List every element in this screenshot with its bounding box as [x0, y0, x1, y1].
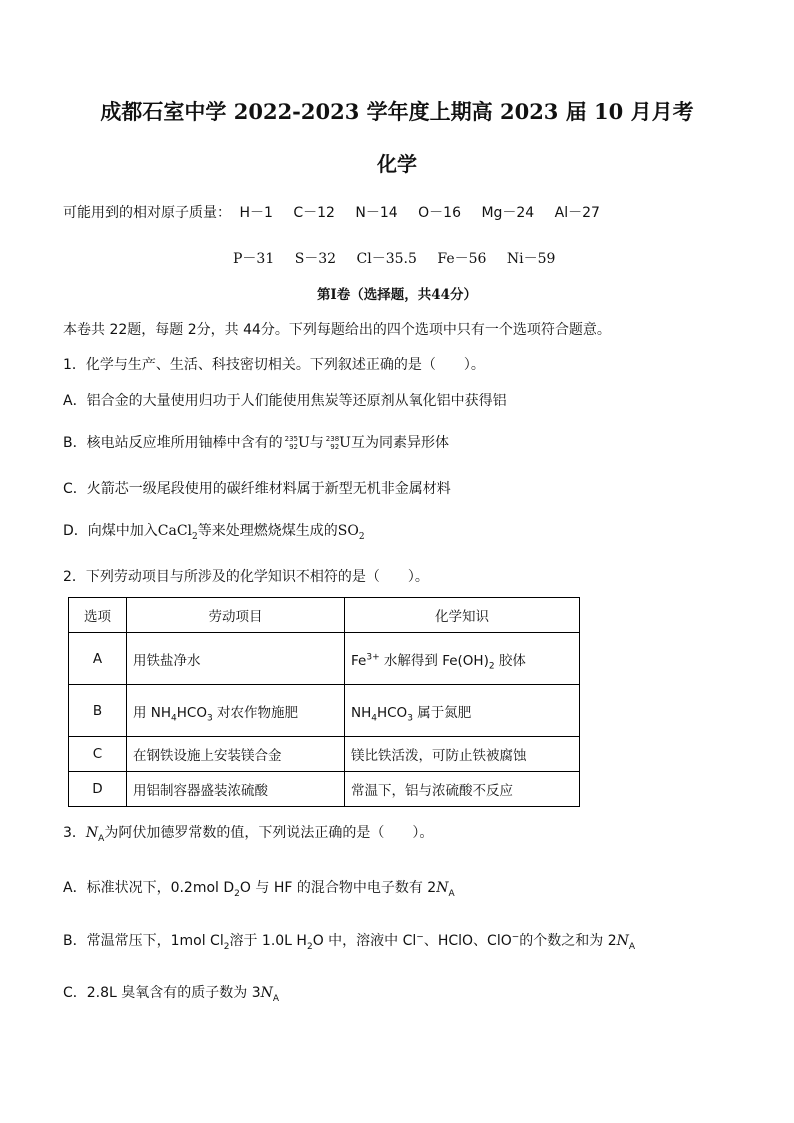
atomic-number: 92	[330, 443, 340, 451]
exam-title: 成都石室中学 2022-2023 学年度上期高 2023 届 10 月月考	[100, 99, 694, 124]
text: B．常温常压下，1mol Cl	[63, 933, 224, 949]
subscript: A	[628, 941, 636, 952]
header-option: 选项	[69, 598, 127, 633]
text: C．2.8L 臭氧含有的质子数为 3	[63, 985, 261, 1001]
formula: CaCl	[157, 523, 193, 539]
text: 用 NH	[133, 704, 172, 721]
q2-stem: 2．下列劳动项目与所涉及的化学知识不相符的是（ ）。	[63, 569, 429, 585]
row-option: C	[69, 737, 127, 772]
table-row	[69, 633, 580, 685]
mass-item: P－31	[233, 251, 275, 267]
subscript: A	[98, 833, 105, 844]
text: 属于氮肥	[412, 704, 472, 721]
text: 、HClO、ClO	[423, 933, 512, 949]
q3-stem-text: 为阿伏加德罗常数的值，下列说法正确的是（ ）。	[104, 825, 434, 841]
table-row	[69, 772, 580, 807]
atomic-number: 92	[289, 443, 298, 451]
text: 胶体	[494, 652, 526, 669]
mass-item: Cl－35.5	[356, 251, 417, 267]
q3-option-b	[63, 930, 635, 950]
mass-item: C－12	[293, 205, 335, 221]
subscript: 4	[171, 713, 177, 724]
mass-item: N－14	[355, 205, 398, 221]
avogadro-symbol: N	[260, 985, 273, 1001]
q1-option-b-text: 互为同素异形体	[350, 435, 449, 451]
header-chem-knowledge: 化学知识	[345, 598, 580, 633]
row-option: A	[69, 633, 127, 685]
q1-option-a: A．铝合金的大量使用归功于人们能使用焦炭等还原剂从氧化铝中获得铝	[63, 393, 507, 409]
q1-stem: 1．化学与生产、生活、科技密切相关。下列叙述正确的是（ ）。	[63, 357, 485, 373]
mass-item: Ni－59	[506, 251, 556, 267]
subscript: A	[448, 888, 455, 899]
text: 的个数之和为 2	[519, 933, 617, 949]
q3-stem	[63, 822, 433, 842]
row-knowledge: 常温下，铝与浓硫酸不反应	[345, 772, 580, 807]
mass-item: Mg－24	[481, 205, 535, 221]
text: O 与 HF 的混合物中电子数有 2	[239, 880, 437, 896]
element-symbol: U	[339, 435, 351, 451]
table-header-row	[69, 598, 580, 633]
section-instructions: 本卷共 22题，每题 2分，共 44分。下列每题给出的四个选项中只有一个选项符合题意。	[63, 322, 611, 338]
formula: 水解得到 Fe(OH)	[379, 652, 489, 669]
row-option: B	[69, 685, 127, 737]
mass-number: 238	[325, 435, 340, 443]
row-item	[127, 685, 345, 737]
text: A．标准状况下，0.2mol D	[63, 880, 235, 896]
text: O 中，溶液中 Cl	[312, 933, 417, 949]
mass-item: Al－27	[554, 205, 600, 221]
atomic-masses-label: 可能用到的相对原子质量：	[63, 205, 231, 221]
subscript: A	[272, 993, 280, 1004]
atomic-masses-line-1	[63, 202, 600, 222]
q3-option-a	[63, 877, 455, 897]
mass-item: O－16	[418, 205, 461, 221]
mass-number: 235	[284, 435, 298, 443]
table-row	[69, 685, 580, 737]
text: 对农作物施肥	[212, 704, 299, 721]
exam-subject: 化学	[377, 152, 417, 176]
superscript: 3+	[366, 652, 380, 662]
subscript: 2	[223, 941, 230, 952]
row-option: D	[69, 772, 127, 807]
mass-item: H－1	[239, 205, 273, 221]
formula: NH	[351, 704, 372, 721]
subscript: 2	[234, 888, 240, 899]
subscript: 2	[358, 531, 365, 542]
row-knowledge: 镁比铁活泼，可防止铁被腐蚀	[345, 737, 580, 772]
element-symbol: U	[297, 435, 310, 451]
header-labor-item: 劳动项目	[127, 598, 345, 633]
row-knowledge	[345, 685, 580, 737]
q1-option-c: C．火箭芯一级尾段使用的碳纤维材料属于新型无机非金属材料	[63, 481, 451, 497]
formula: Fe	[351, 652, 367, 669]
table-row	[69, 737, 580, 772]
row-item: 用铁盐净水	[127, 633, 345, 685]
superscript: −	[416, 932, 424, 943]
section-title: 第Ⅰ卷（选择题，共44分）	[316, 287, 478, 303]
formula: HCO	[376, 704, 408, 721]
avogadro-symbol: N	[436, 880, 449, 896]
row-item: 用铝制容器盛装浓硫酸	[127, 772, 345, 807]
mass-item: Fe－56	[437, 251, 487, 267]
q1-option-d-text: D．向煤中加入	[63, 523, 158, 539]
row-knowledge	[345, 633, 580, 685]
q3-number: 3．	[63, 825, 86, 841]
subscript: 3	[407, 713, 413, 724]
q1-option-d	[63, 520, 365, 540]
subscript: 2	[306, 941, 313, 952]
q1-option-b-text: 与	[309, 435, 324, 451]
subscript: 4	[371, 713, 377, 724]
text: 溶于 1.0L H	[229, 933, 307, 949]
mass-item: S－32	[294, 251, 337, 267]
atomic-masses-line-2	[233, 248, 555, 268]
subscript: 2	[192, 531, 198, 542]
q1-option-b-text: B．核电站反应堆所用铀棒中含有的	[63, 435, 283, 451]
avogadro-symbol: N	[85, 825, 99, 841]
nuclide-238	[326, 435, 339, 451]
avogadro-symbol: N	[616, 933, 629, 949]
superscript: −	[511, 932, 520, 943]
formula: HCO	[176, 704, 207, 721]
nuclide-235	[285, 435, 298, 451]
row-item: 在钢铁设施上安装镁合金	[127, 737, 345, 772]
q3-option-c	[63, 982, 279, 1002]
formula: SO	[337, 523, 359, 539]
subscript: 2	[488, 661, 495, 672]
q1-option-d-text: 等来处理燃烧煤生成的	[197, 523, 338, 539]
q2-table	[68, 597, 580, 807]
subscript: 3	[207, 713, 213, 724]
q1-option-b	[63, 432, 449, 452]
